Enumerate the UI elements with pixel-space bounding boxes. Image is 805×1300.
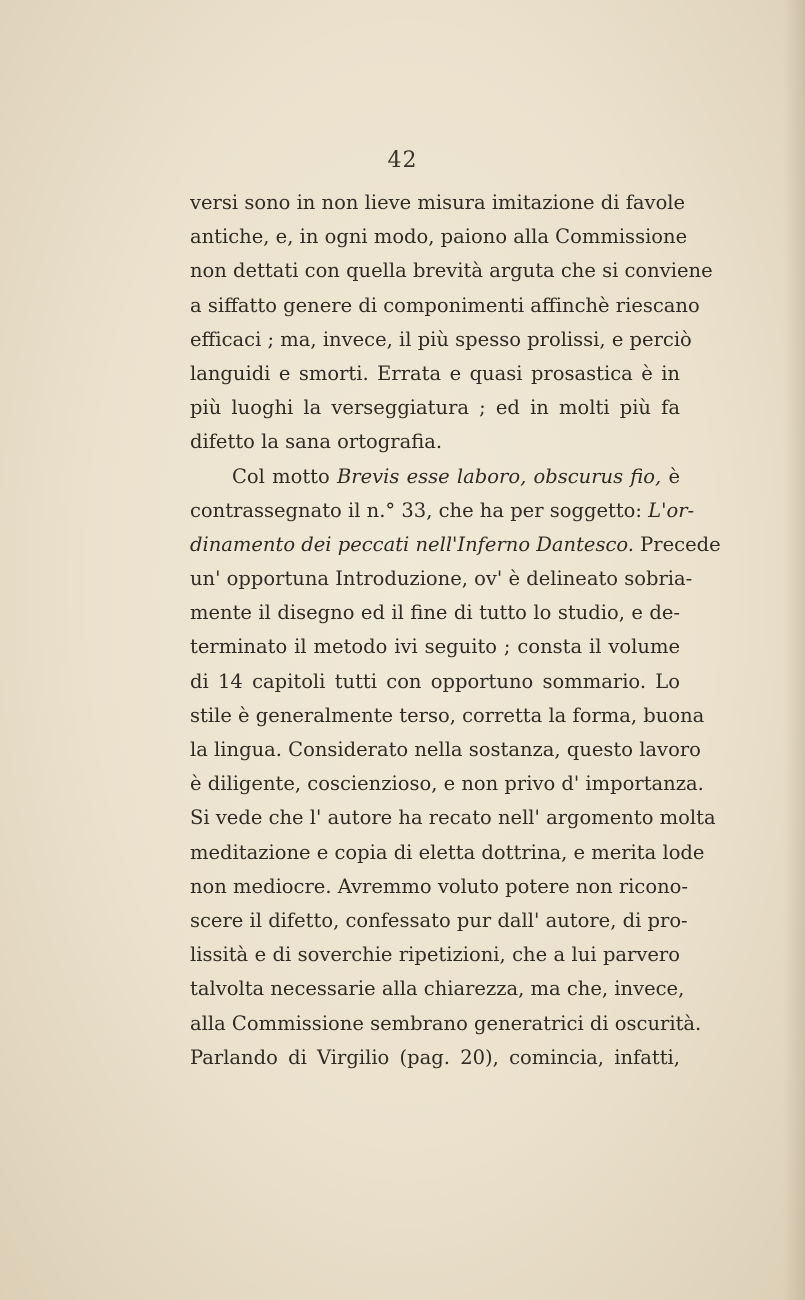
text-run: Col motto xyxy=(232,464,337,488)
text-line: languidi e smorti. Errata e quasi prosastica è in xyxy=(190,361,680,385)
italic-title: dinamento dei peccati nell'Inferno Dantesco. xyxy=(190,532,634,556)
text-line: antiche, e, in ogni modo, paiono alla Commissione xyxy=(190,225,688,249)
text-line xyxy=(190,494,695,528)
text-line: a siffatto genere di componimenti affinchè riescano xyxy=(190,293,700,317)
text-line: più luoghi la verseggiatura ; ed in molti più fa xyxy=(190,396,680,420)
text-run: Precede xyxy=(633,532,721,556)
text-line: stile è generalmente terso, corretta la forma, buona xyxy=(190,703,705,727)
text-line: Si vede che l' autore ha recato nell' argomento molta xyxy=(190,806,716,830)
text-run: è xyxy=(661,464,680,488)
text-line: di 14 capitoli tutti con opportuno sommario. Lo xyxy=(190,669,680,693)
text-line: difetto la sana ortografia. xyxy=(190,430,443,454)
text-line: talvolta necessarie alla chiarezza, ma che, invece, xyxy=(190,977,685,1001)
text-line: è diligente, coscienzioso, e non privo d' importanza. xyxy=(190,772,704,796)
text-line: la lingua. Considerato nella sostanza, questo lavoro xyxy=(190,738,701,761)
text-line: Parlando di Virgilio (pag. 20), comincia, infatti, xyxy=(190,1045,680,1069)
body-text xyxy=(190,186,721,1075)
text-line: terminato il metodo ivi seguito ; consta il volume xyxy=(190,635,680,659)
text-line: versi sono in non lieve misura imitazione di favole xyxy=(190,191,686,214)
text-run: contrassegnato il n.° 33, che ha per soggetto: xyxy=(190,498,649,522)
text-line: efficaci ; ma, invece, il più spesso prolissi, e perciò xyxy=(190,327,692,351)
text-line: meditazione e copia di eletta dottrina, e merita lode xyxy=(190,840,705,864)
page-number: 42 xyxy=(387,148,418,173)
italic-title: L'or- xyxy=(648,498,695,522)
page-edge-shadow xyxy=(783,0,805,1300)
text-line: lissità e di soverchie ripetizioni, che a lui parvero xyxy=(190,943,680,967)
text-line xyxy=(190,460,680,494)
text-line: scere il difetto, confessato pur dall' autore, di pro- xyxy=(190,908,688,932)
italic-motto: Brevis esse laboro, obscurus fio, xyxy=(336,464,662,488)
text-line: non mediocre. Avremmo voluto potere non ricono- xyxy=(190,874,688,898)
text-line: mente il disegno ed il fine di tutto lo studio, e de- xyxy=(190,601,680,625)
text-line: alla Commissione sembrano generatrici di oscurità. xyxy=(190,1011,702,1035)
text-line: non dettati con quella brevità arguta che si conviene xyxy=(190,259,713,283)
text-line: un' opportuna Introduzione, ov' è delineato sobria- xyxy=(190,567,693,591)
text-line xyxy=(190,528,721,562)
